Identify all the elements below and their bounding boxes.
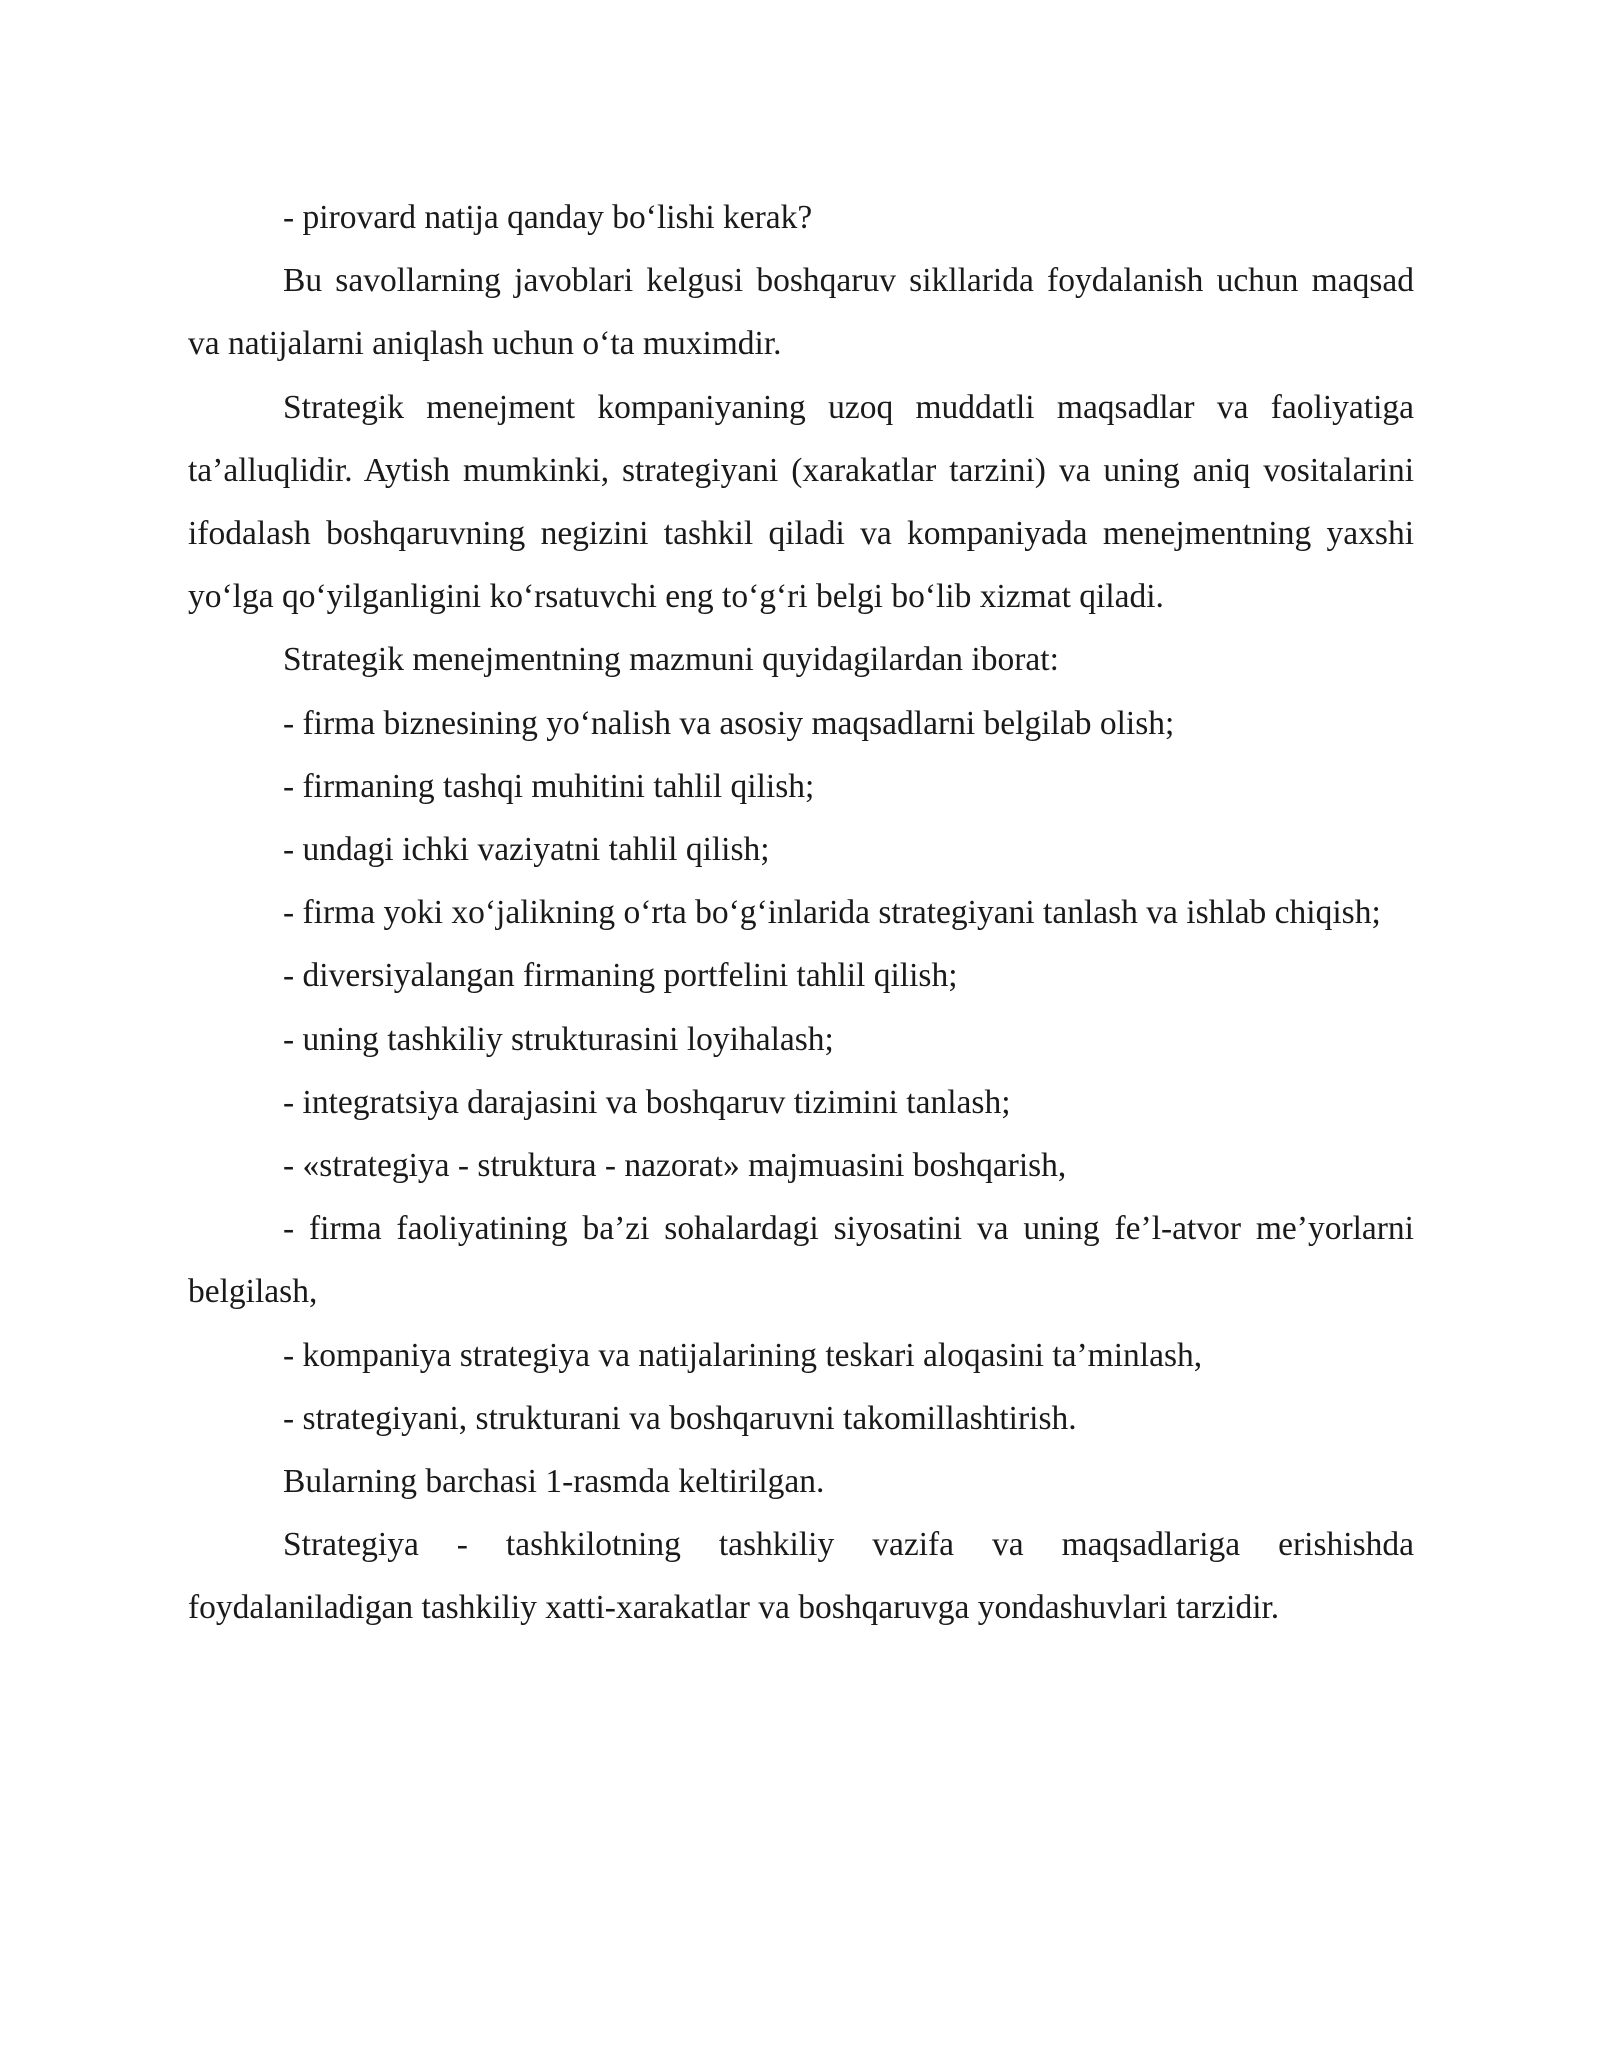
list-item: - integratsiya darajasini va boshqaruv tizimini tanlash; [283, 1083, 1011, 1121]
paragraph-3: Strategik menejment kompaniyaning uzoq muddatli maqsadlar va faoliyatiga ta’alluqlidir. Aytish mumkinki, strategiyani (xarakatlar tarzini) va uning aniq vositalarini ifodalash boshqaruvning negizini tashkil qiladi va kompaniyada menejmentning yaxshi yo‘lga qo‘yilganligini ko‘rsatuvchi eng to‘g‘ri belgi bo‘lib xizmat qiladi. [188, 388, 1414, 616]
paragraph-4: Strategik menejmentning mazmuni quyidagilardan iborat: [283, 641, 1059, 679]
list-item: - firma faoliyatining ba’zi sohalardagi siyosatini va uning fe’l-atvor me’yorlarni belgilash, [188, 1210, 1414, 1311]
list-item: - firmaning tashqi muhitini tahlil qilish; [283, 767, 815, 805]
paragraph-figure-reference: Bularning barchasi 1-rasmda keltirilgan. [283, 1463, 825, 1501]
list-item: - diversiyalangan firmaning portfelini tahlil qilish; [283, 957, 958, 995]
list-item: - firma yoki xo‘jalikning o‘rta bo‘g‘inlarida strategiyani tanlash va ishlab chiqish; [283, 894, 1381, 932]
list-item: - kompaniya strategiya va natijalarining teskari aloqasini ta’minlash, [283, 1336, 1203, 1374]
document-body [188, 186, 1414, 1640]
list-item: - strategiyani, strukturani va boshqaruvni takomillashtirish. [283, 1399, 1077, 1437]
paragraph-strategy-definition: Strategiya - tashkilotning tashkiliy vazifa va maqsadlariga erishishda foydalaniladigan tashkiliy xatti-xarakatlar va boshqaruvga yondashuvlari tarzidir. [188, 1526, 1414, 1627]
list-item: - uning tashkiliy strukturasini loyihalash; [283, 1020, 834, 1058]
list-item: - «strategiya - struktura - nazorat» majmuasini boshqarish, [283, 1147, 1067, 1185]
list-item: - firma biznesining yo‘nalish va asosiy maqsadlarni belgilab olish; [283, 704, 1175, 742]
paragraph-1: - pirovard natija qanday bo‘lishi kerak? [283, 199, 813, 236]
list-item: - undagi ichki vaziyatni tahlil qilish; [283, 831, 770, 869]
paragraph-2: Bu savollarning javoblari kelgusi boshqaruv sikllarida foydalanish uchun maqsad va natijalarni aniqlash uchun o‘ta muximdir. [188, 262, 1414, 363]
